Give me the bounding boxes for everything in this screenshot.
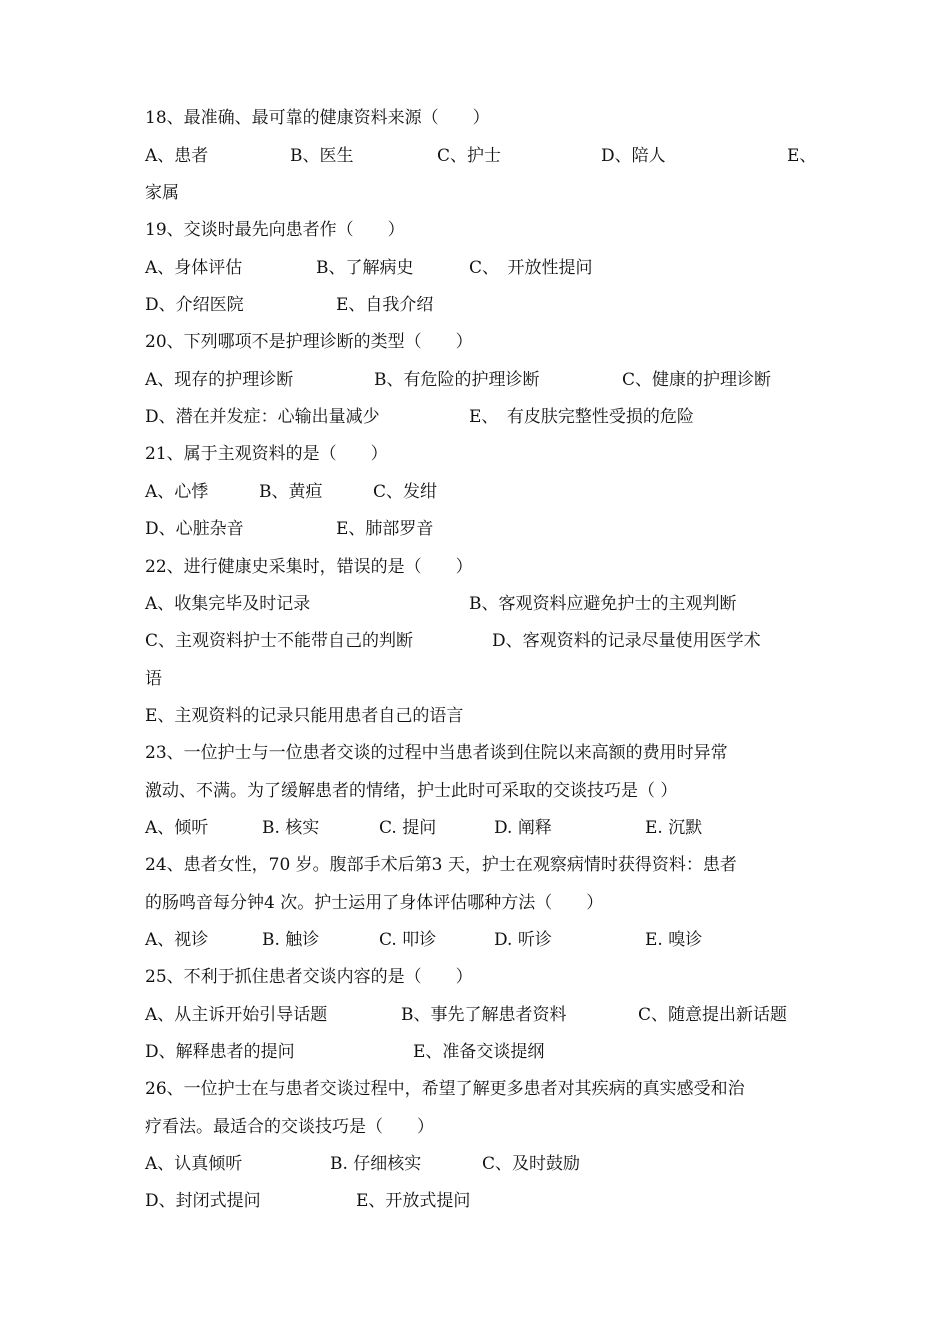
- question-23-stem-line-2: 激动、不满。为了缓解患者的情绪，护士此时可采取的交谈技巧是（ ）: [145, 781, 678, 801]
- question-26-option-c: C、及时鼓励: [482, 1154, 581, 1174]
- question-23-option-b: B. 核实: [262, 818, 320, 838]
- question-20-option-a: A、现存的护理诊断: [145, 370, 294, 390]
- question-20-option-c: C、健康的护理诊断: [622, 370, 772, 390]
- question-25-stem: 25、不利于抓住患者交谈内容的是（ ）: [145, 967, 473, 987]
- question-23-option-c: C. 提问: [379, 818, 437, 838]
- question-24-stem-line-1: 24、患者女性，70 岁。腹部手术后第3 天，护士在观察病情时获得资料：患者: [145, 855, 737, 875]
- question-21-option-a: A、心悸: [145, 482, 209, 502]
- question-22-option-d: D、客观资料的记录尽量使用医学术: [492, 631, 761, 651]
- question-18-option-e: E、: [787, 146, 817, 166]
- question-22-option-c: C、主观资料护士不能带自己的判断: [145, 631, 414, 651]
- question-22-option-b: B、客观资料应避免护士的主观判断: [469, 594, 737, 614]
- question-19-option-c: C、 开放性提问: [469, 258, 593, 278]
- question-26-stem-line-2: 疗看法。最适合的交谈技巧是（ ）: [145, 1117, 434, 1137]
- question-20-option-d: D、潜在并发症：心输出量减少: [145, 407, 380, 427]
- question-22-option-a: A、收集完毕及时记录: [145, 594, 311, 614]
- question-19-option-e: E、自我介绍: [336, 295, 434, 315]
- question-18-option-c: C、护士: [437, 146, 502, 166]
- question-19-stem: 19、交谈时最先向患者作（ ）: [145, 220, 405, 240]
- question-19-option-d: D、介绍医院: [145, 295, 244, 315]
- question-21-option-d: D、心脏杂音: [145, 519, 244, 539]
- question-24-option-b: B. 触诊: [262, 930, 320, 950]
- question-23-option-e: E. 沉默: [645, 818, 703, 838]
- question-25-option-c: C、随意提出新话题: [638, 1005, 788, 1025]
- question-26-option-d: D、封闭式提问: [145, 1191, 261, 1211]
- question-25-option-e: E、准备交谈提纲: [413, 1042, 545, 1062]
- question-24-option-e: E. 嗅诊: [645, 930, 703, 950]
- question-24-stem-line-2: 的肠鸣音每分钟4 次。护士运用了身体评估哪种方法（ ）: [145, 893, 604, 913]
- question-21-option-b: B、黄疸: [259, 482, 323, 502]
- question-21-option-e: E、肺部罗音: [336, 519, 434, 539]
- question-24-option-c: C. 叩诊: [379, 930, 437, 950]
- question-26-option-e: E、开放式提问: [356, 1191, 471, 1211]
- question-26-stem-line-1: 26、一位护士在与患者交谈过程中，希望了解更多患者对其疾病的真实感受和治: [145, 1079, 745, 1099]
- question-19-option-b: B、了解病史: [316, 258, 414, 278]
- question-25-option-d: D、解释患者的提问: [145, 1042, 295, 1062]
- question-21-stem: 21、属于主观资料的是（ ）: [145, 444, 388, 464]
- question-18-stem: 18、最准确、最可靠的健康资料来源（ ）: [145, 108, 490, 128]
- question-22-option-e: E、主观资料的记录只能用患者自己的语言: [145, 706, 464, 726]
- question-18-option-a: A、患者: [145, 146, 209, 166]
- question-21-option-c: C、发绀: [373, 482, 438, 502]
- question-18-option-d: D、陪人: [601, 146, 666, 166]
- question-20-stem: 20、下列哪项不是护理诊断的类型（ ）: [145, 332, 473, 352]
- question-18-option-e-continued: 家属: [145, 183, 179, 203]
- question-24-option-a: A、视诊: [145, 930, 209, 950]
- question-26-option-b: B. 仔细核实: [330, 1154, 422, 1174]
- question-25-option-b: B、事先了解患者资料: [401, 1005, 567, 1025]
- question-19-option-a: A、身体评估: [145, 258, 243, 278]
- question-23-option-d: D. 阐释: [494, 818, 552, 838]
- question-26-option-a: A、认真倾听: [145, 1154, 243, 1174]
- question-22-stem: 22、进行健康史采集时，错误的是（ ）: [145, 557, 473, 577]
- question-18-option-b: B、医生: [290, 146, 354, 166]
- question-25-option-a: A、从主诉开始引导话题: [145, 1005, 328, 1025]
- question-24-option-d: D. 听诊: [494, 930, 552, 950]
- question-23-option-a: A、倾听: [145, 818, 209, 838]
- question-23-stem-line-1: 23、一位护士与一位患者交谈的过程中当患者谈到住院以来高额的费用时异常: [145, 743, 728, 763]
- question-20-option-b: B、有危险的护理诊断: [374, 370, 540, 390]
- question-20-option-e: E、 有皮肤完整性受损的危险: [469, 407, 694, 427]
- question-22-option-d-continued: 语: [145, 669, 162, 689]
